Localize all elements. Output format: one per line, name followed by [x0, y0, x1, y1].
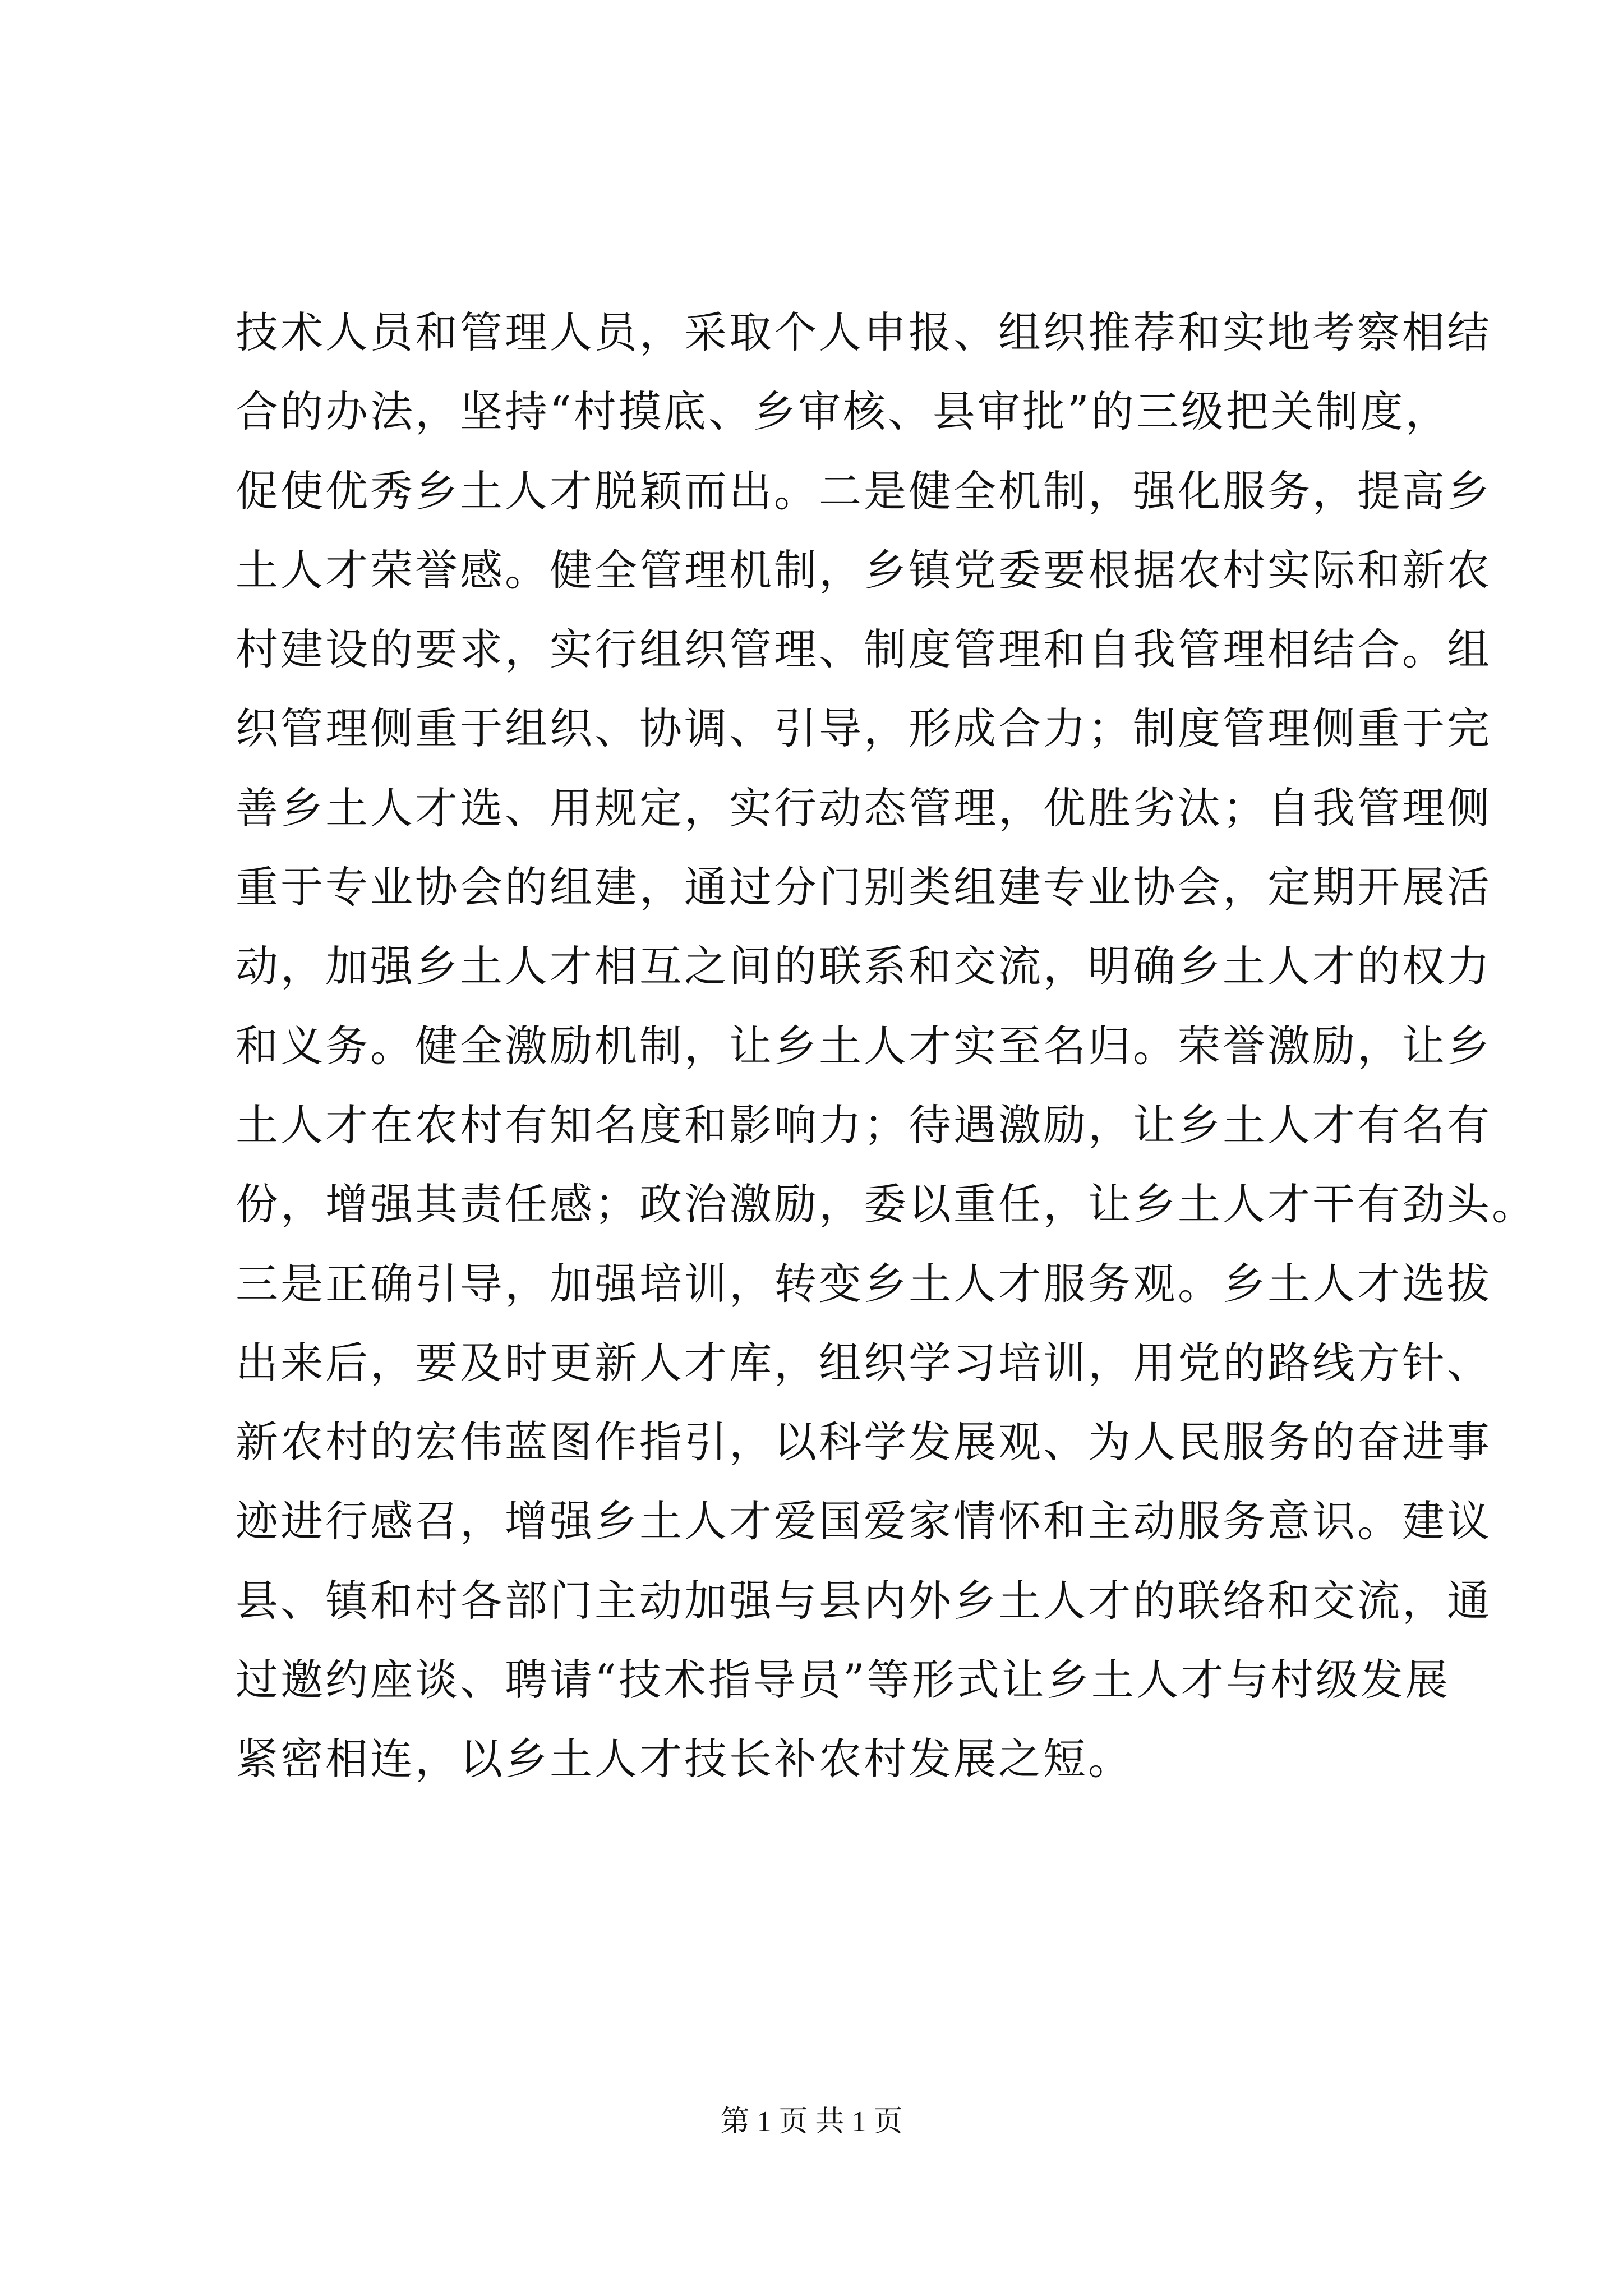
text-line-10: 和义务。健全激励机制，让乡土人才实至名归。荣誉激励，让乡	[236, 1020, 1492, 1071]
text-line-17: 县、镇和村各部门主动加强与县内外乡土人才的联络和交流，通	[236, 1575, 1492, 1626]
page-footer: 第 1 页 共 1 页	[720, 2106, 903, 2138]
text-line-15: 新农村的宏伟蓝图作指引，以科学发展观、为人民服务的奋进事	[236, 1417, 1492, 1467]
text-line-3: 促使优秀乡土人才脱颖而出。二是健全机制，强化服务，提高乡	[236, 466, 1492, 516]
text-line-13: 三是正确引导，加强培训，转变乡土人才服务观。乡土人才选拔	[236, 1258, 1492, 1309]
body-paragraph	[236, 293, 1537, 1799]
text-line-9: 动，加强乡土人才相互之间的联系和交流，明确乡土人才的权力	[236, 941, 1492, 992]
text-line-16: 迹进行感召，增强乡土人才爱国爱家情怀和主动服务意识。建议	[236, 1496, 1492, 1547]
text-line-7: 善乡土人才选、用规定，实行动态管理，优胜劣汰；自我管理侧	[236, 783, 1492, 833]
text-line-2: 合的办法，坚持“村摸底、乡审核、县审批”的三级把关制度，	[236, 386, 1450, 437]
text-line-14: 出来后，要及时更新人才库，组织学习培训，用党的路线方针、	[236, 1337, 1492, 1388]
text-line-11: 土人才在农村有知名度和影响力；待遇激励，让乡土人才有名有	[236, 1099, 1492, 1150]
text-line-18: 过邀约座谈、聘请“技术指导员”等形式让乡土人才与村级发展	[236, 1655, 1450, 1705]
text-line-19: 紧密相连，以乡土人才技长补农村发展之短。	[236, 1734, 1133, 1784]
text-line-5: 村建设的要求，实行组织管理、制度管理和自我管理相结合。组	[236, 624, 1492, 675]
text-line-1: 技术人员和管理人员，采取个人申报、组织推荐和实地考察相结	[236, 307, 1492, 357]
text-line-6: 织管理侧重于组织、协调、引导，形成合力；制度管理侧重于完	[236, 703, 1492, 754]
text-line-12: 份，增强其责任感；政治激励，委以重任，让乡土人才干有劲头。	[236, 1179, 1537, 1230]
text-line-4: 土人才荣誉感。健全管理机制，乡镇党委要根据农村实际和新农	[236, 545, 1492, 595]
text-line-8: 重于专业协会的组建，通过分门别类组建专业协会，定期开展活	[236, 862, 1492, 913]
